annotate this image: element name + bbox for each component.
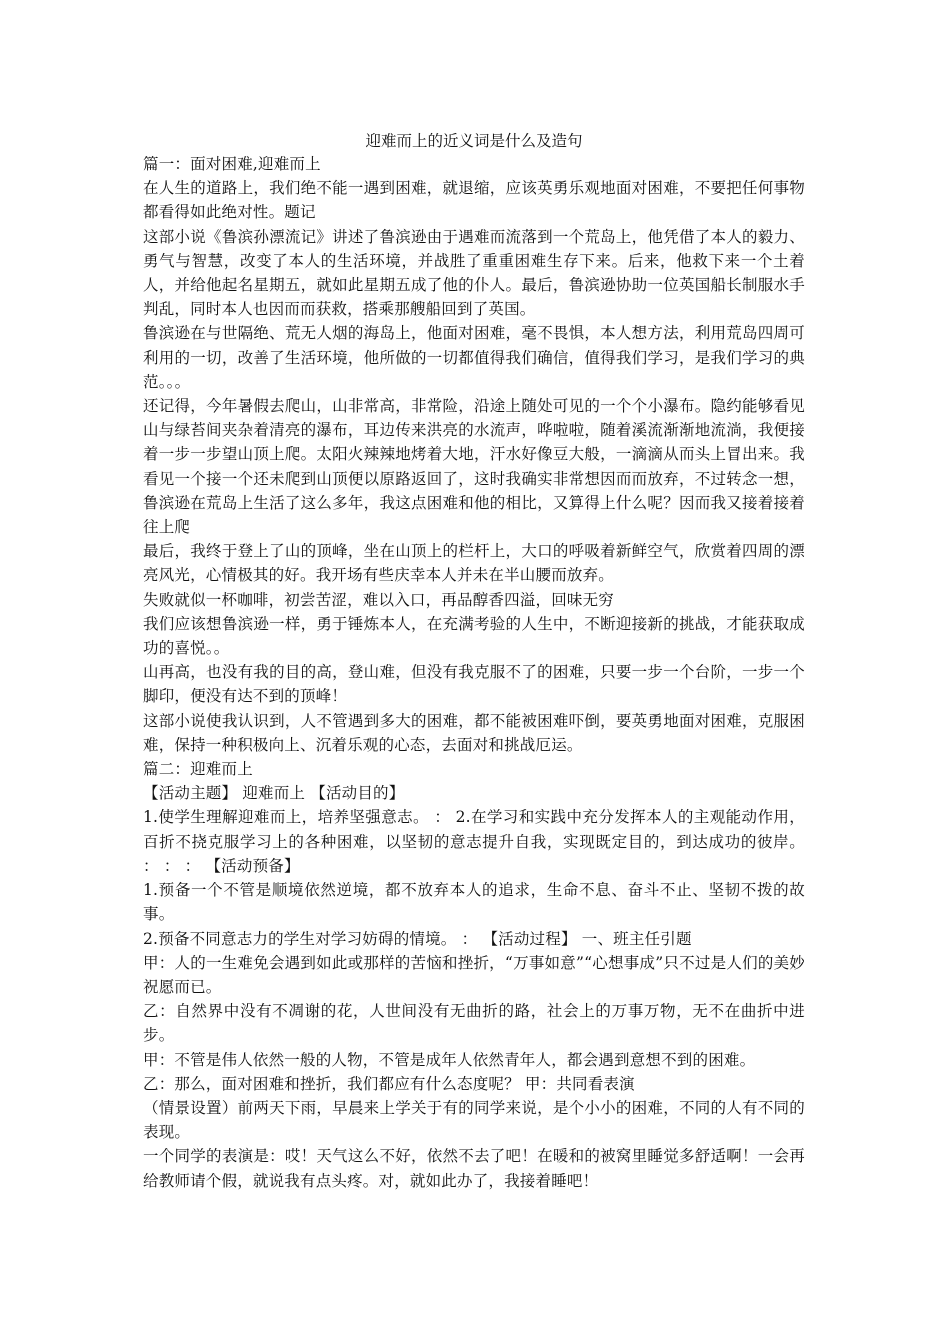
paragraph: 甲：不管是伟人依然一般的人物，不管是成年人依然青年人，都会遇到意想不到的困难。 <box>143 1050 756 1069</box>
paragraph: 甲：人的一生难免会遇到如此或那样的苦恼和挫折，“万事如意”“心想事成”只不过是人们的美妙祝愿而已。 <box>143 953 805 996</box>
paragraph: 一个同学的表演是：哎！天气这么不好，依然不去了吧！在暖和的被窝里睡觉多舒适啊！一会再给教师请个假，就说我有点头疼。对，就如此办了，我接着睡吧！ <box>143 1147 805 1190</box>
section-heading: 篇二：迎难而上 <box>143 760 253 779</box>
paragraph: 1.预备一个不管是顺境依然逆境，都不放弃本人的追求，生命不息、奋斗不止、坚韧不拨的故事。 <box>143 881 805 924</box>
paragraph: 失败就似一杯咖啡，初尝苦涩，难以入口，再品醇香四溢，回味无穷 <box>143 590 615 609</box>
paragraph: 还记得，今年暑假去爬山，山非常高，非常险，沿途上随处可见的一个个小瀑布。隐约能够看见山与绿苔间夹杂着清亮的瀑布，耳边传来洪亮的水流声，哗啦啦，随着溪流渐渐地流淌，我便接着一步一步望山顶上爬。太阳火辣辣地烤着大地，汗水好像豆大般，一滴滴从而头上冒出来。我看见一个接一个还未爬到山顶便以原路返回了，这时我确实非常想因而而放弃，不过转念一想，鲁滨逊在荒岛上生活了这么多年，我这点困难和他的相比，又算得上什么呢？因而我又接着接着往上爬 <box>143 397 805 537</box>
paragraph: 最后，我终于登上了山的顶峰，坐在山顶上的栏杆上，大口的呼吸着新鲜空气，欣赏着四周的漂亮风光，心情极其的好。我开场有些庆幸本人并未在半山腰而放弃。 <box>143 542 805 585</box>
paragraph: 这部小说使我认识到，人不管遇到多大的困难，都不能被困难吓倒，要英勇地面对困难，克服困难，保持一种积极向上、沉着乐观的心态，去面对和挑战厄运。 <box>143 711 805 754</box>
paragraph: 鲁滨逊在与世隔绝、荒无人烟的海岛上，他面对困难，毫不畏惧，本人想方法，利用荒岛四周可利用的一切，改善了生活环境，他所做的一切都值得我们确信，值得我们学习，是我们学习的典范。。。 <box>143 324 805 391</box>
paragraph: 山再高，也没有我的目的高，登山难，但没有我克服不了的困难，只要一步一个台阶，一步一个脚印，便没有达不到的顶峰！ <box>143 663 805 706</box>
paragraph: 篇一：面对困难,迎难而上 <box>143 155 321 173</box>
paragraph: 我们应该想鲁滨逊一样，勇于锤炼本人，在充满考验的人生中，不断迎接新的挑战，才能获取成功的喜悦。。 <box>143 614 805 658</box>
paragraph: 这部小说《鲁滨孙漂流记》讲述了鲁滨逊由于遇难而流落到一个荒岛上，他凭借了本人的毅力、勇气与智慧，改变了本人的生活环境，并战胜了重重困难生存下来。后来，他救下来一个土着人，并给他起名星期五，就如此星期五成了他的仆人。最后，鲁滨逊协助一位英国船长制服水手判乱，同时本人也因而而获救，搭乘那艘船回到了英国。 <box>143 227 805 319</box>
document-page <box>143 130 805 1193</box>
paragraph: 2.预备不同意志力的学生对学习妨碍的情境。 ： 【活动过程】 一、班主任引题 <box>143 929 692 948</box>
paragraph: 1.使学生理解迎难而上，培养坚强意志。 ： 2.在学习和实践中充分发挥本人的主观能动作用，百折不挠克服学习上的各种困难，以坚韧的意志提升自我，实现既定目的，到达成功的彼岸。 ： ： ： 【活动预备】 <box>143 808 805 875</box>
paragraph: （情景设置）前两天下雨，早晨来上学关于有的同学来说，是个小小的困难，不同的人有不同的表现。 <box>143 1098 805 1142</box>
paragraph: 乙：自然界中没有不凋谢的花，人世间没有无曲折的路，社会上的万事万物，无不在曲折中进步。 <box>143 1002 805 1045</box>
document-body <box>143 152 805 1193</box>
paragraph: 【活动主题】 迎难而上 【活动目的】 <box>143 784 405 803</box>
paragraph: 乙：那么，面对困难和挫折，我们都应有什么态度呢？ 甲：共同看表演 <box>143 1074 635 1093</box>
document-title: 迎难而上的近义词是什么及造句 <box>365 132 583 150</box>
paragraph: 在人生的道路上，我们绝不能一遇到困难，就退缩，应该英勇乐观地面对困难，不要把任何事物都看得如此绝对性。题记 <box>143 179 805 222</box>
